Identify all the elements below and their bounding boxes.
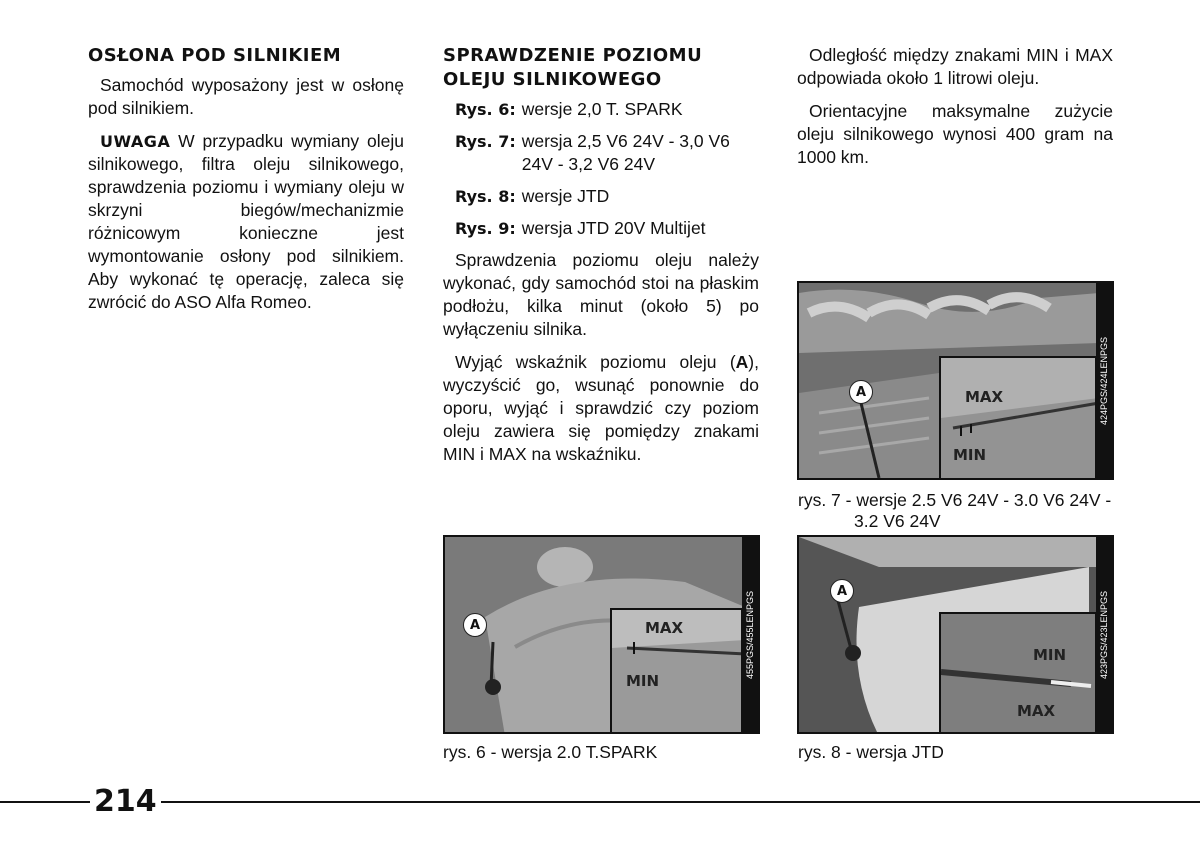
paragraph-dipstick-procedure (443, 351, 759, 466)
figure-reference-label: Rys. 9: (455, 219, 516, 238)
paragraph-check-conditions: Sprawdzenia poziomu oleju należy wykonać, gdy samochód stoi na płaskim podłożu, kilka minut (około 5) po wyłączeniu silnika. (443, 250, 759, 339)
figure-reference-label: Rys. 8: (455, 187, 516, 206)
column-oil-level (443, 44, 759, 476)
figure-code-label (742, 537, 758, 732)
column-engine-cover (88, 44, 404, 324)
figure-code-label (1096, 537, 1112, 732)
marker-a: A (849, 380, 873, 404)
footer-rule-left (0, 801, 96, 803)
max-label: MAX (645, 619, 684, 637)
footer-rule-right (146, 801, 1200, 803)
min-label: MIN (626, 672, 660, 690)
figure-reference-label: Rys. 7: (455, 132, 516, 151)
figure-reference-label: Rys. 6: (455, 100, 516, 119)
figure-8-photo (797, 535, 1114, 734)
min-label: MIN (1033, 646, 1067, 664)
figure-7-caption (798, 490, 1118, 532)
min-label: MIN (953, 446, 987, 464)
figure-reference (455, 217, 759, 240)
figure-code-label (1096, 283, 1112, 478)
paragraph-oil-consumption: Orientacyjne maksymalne zużycie oleju silnikowego wynosi 400 gram na 1000 km. (797, 101, 1113, 167)
figure-code-text: 424PGS/424LENPGS (1099, 336, 1109, 425)
section-heading-engine-cover: OSŁONA POD SILNIKIEM (88, 45, 342, 66)
figure-8-caption: rys. 8 - wersja JTD (798, 742, 944, 762)
paragraph-text: Wyjąć wskaźnik poziomu oleju ( (455, 352, 736, 372)
page-number: 214 (90, 784, 161, 819)
dipstick-inset (939, 612, 1097, 734)
section-heading-oil-level: SPRAWDZENIE POZIOMU OLEJU SILNIKOWEGO (443, 45, 703, 90)
warning-label: UWAGA (100, 132, 171, 151)
figure-reference-text: wersja JTD 20V Multijet (521, 218, 706, 238)
figure-reference-text: wersje JTD (521, 186, 610, 206)
figure-reference (455, 130, 759, 176)
caption-line: rys. 7 - wersje 2.5 V6 24V - 3.0 V6 24V - (798, 490, 1112, 510)
figure-reference (455, 185, 759, 208)
figure-6-photo (443, 535, 760, 734)
warning-paragraph (88, 130, 404, 314)
paragraph-text: ), wyczyścić go, wsunąć ponownie do oporu, wyjąć i sprawdzić czy poziom oleju zawiera się pomiędzy znakami MIN i MAX na wskaźniku. (443, 352, 759, 464)
dipstick-marker-ref: A (735, 352, 749, 372)
figure-7-photo (797, 281, 1114, 480)
paragraph-min-max-distance: Odległość między znakami MIN i MAX odpowiada około 1 litrowi oleju. (797, 45, 1113, 88)
max-label: MAX (965, 388, 1004, 406)
figure-reference-text: wersja 2,5 V6 24V - 3,0 V6 24V - 3,2 V6 24V (521, 131, 730, 174)
caption-line: 3.2 V6 24V (854, 511, 941, 531)
figure-reference (455, 98, 759, 121)
dipstick-inset (610, 608, 743, 734)
marker-a: A (830, 579, 854, 603)
dipstick-inset (939, 356, 1097, 480)
figure-6-caption: rys. 6 - wersja 2.0 T.SPARK (443, 742, 658, 762)
warning-text: W przypadku wymiany oleju silnikowego, filtra oleju silnikowego, sprawdzenia poziomu i wymiany oleju w skrzyni biegów/mechanizmie różnicowym konieczne jest wymontowanie osłony pod silnikiem. Aby wykonać tę operację, zaleca się zwrócić do ASO Alfa Romeo. (88, 131, 404, 312)
figure-code-text: 455PGS/455LENPGS (745, 590, 755, 679)
column-oil-consumption (797, 44, 1113, 179)
figure-reference-text: wersje 2,0 T. SPARK (521, 99, 683, 119)
figure-code-text: 423PGS/423LENPGS (1099, 590, 1109, 679)
max-label: MAX (1017, 702, 1056, 720)
paragraph-engine-cover: Samochód wyposażony jest w osłonę pod silnikiem. (88, 75, 404, 118)
marker-a: A (463, 613, 487, 637)
